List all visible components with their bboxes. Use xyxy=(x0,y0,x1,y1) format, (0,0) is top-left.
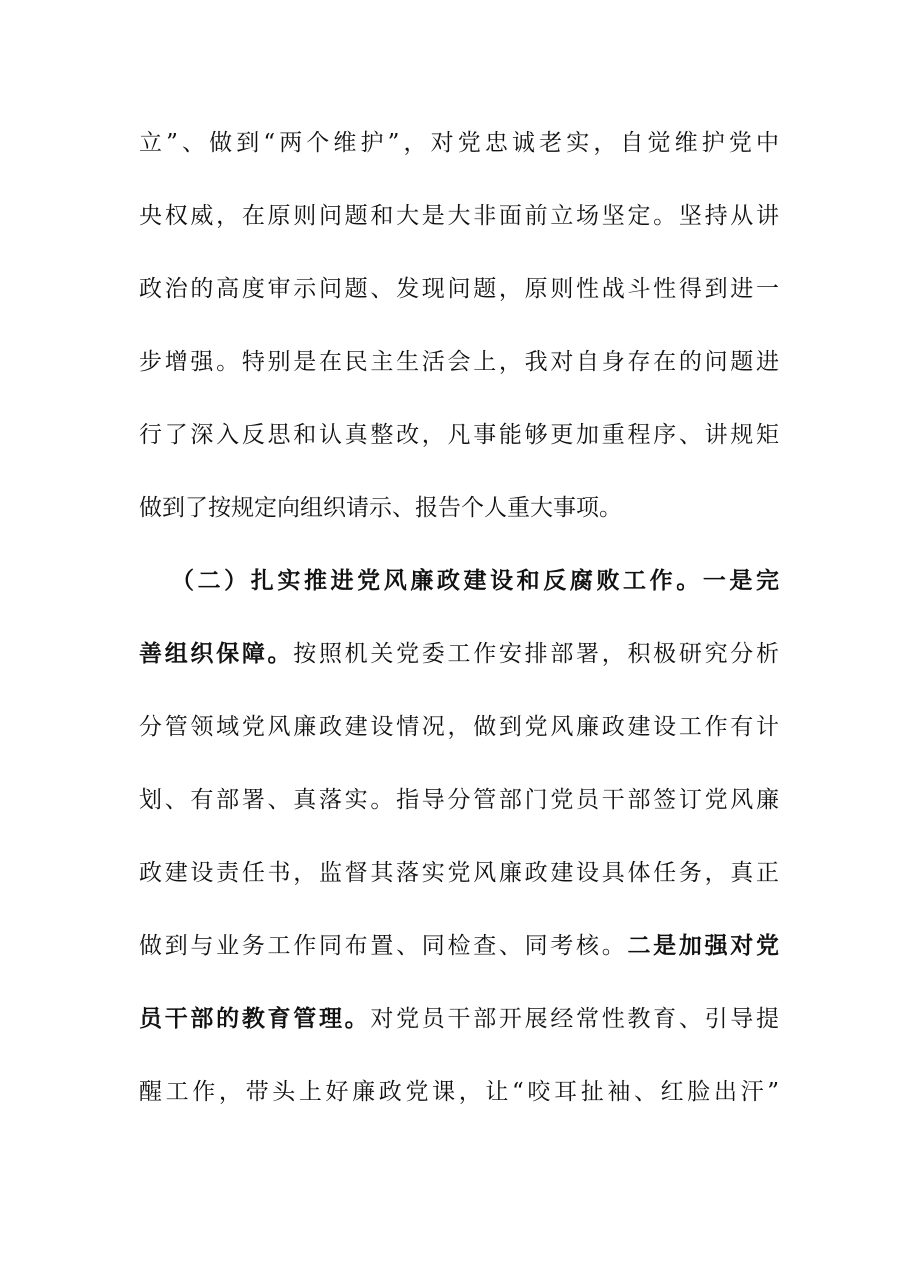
paragraph-line: 分管领域党风廉政建设情况，做到党风廉政建设工作有计 xyxy=(139,714,779,740)
paragraph-line: 立”、做到“两个维护”，对党忠诚老实，自觉维护党中 xyxy=(139,130,779,156)
paragraph-line: 政建设责任书，监督其落实党风廉政建设具体任务，真正 xyxy=(139,860,779,886)
paragraph-line: 步增强。特别是在民主生活会上，我对自身存在的问题进 xyxy=(139,349,779,375)
bold-phrase: 二是加强对党 xyxy=(627,932,780,959)
paragraph-line: 央权威，在原则问题和大是大非面前立场坚定。坚持从讲 xyxy=(139,203,779,229)
paragraph-line: 行了深入反思和认真整改，凡事能够更加重程序、讲规矩 xyxy=(139,422,779,448)
paragraph-line: 划、有部署、真落实。指导分管部门党员干部签订党风廉 xyxy=(139,787,779,813)
paragraph-line xyxy=(139,921,779,971)
plain-phrase: 按照机关党委工作安排部署，积极研究分析 xyxy=(293,641,780,667)
section-heading-line: （二）扎实推进党风廉政建设和反腐败工作。一是完 xyxy=(171,567,779,594)
plain-phrase: 对党员干部开展经常性教育、引导提 xyxy=(370,1006,780,1032)
paragraph-line: 政治的高度审示问题、发现问题，原则性战斗性得到进一 xyxy=(139,276,779,302)
bold-phrase: 善组织保障。 xyxy=(139,640,294,667)
plain-phrase: 做到与业务工作同布置、同检查、同考核。 xyxy=(139,933,628,959)
paragraph-line: 做到了按规定向组织请示、报告个人重大事项。 xyxy=(139,495,622,521)
paragraph-line xyxy=(139,629,779,679)
paragraph-line xyxy=(139,994,779,1044)
bold-phrase: 员干部的教育管理。 xyxy=(139,1005,371,1032)
paragraph-line: 醒工作，带头上好廉政党课，让“咬耳扯袖、红脸出汗” xyxy=(139,1079,779,1105)
